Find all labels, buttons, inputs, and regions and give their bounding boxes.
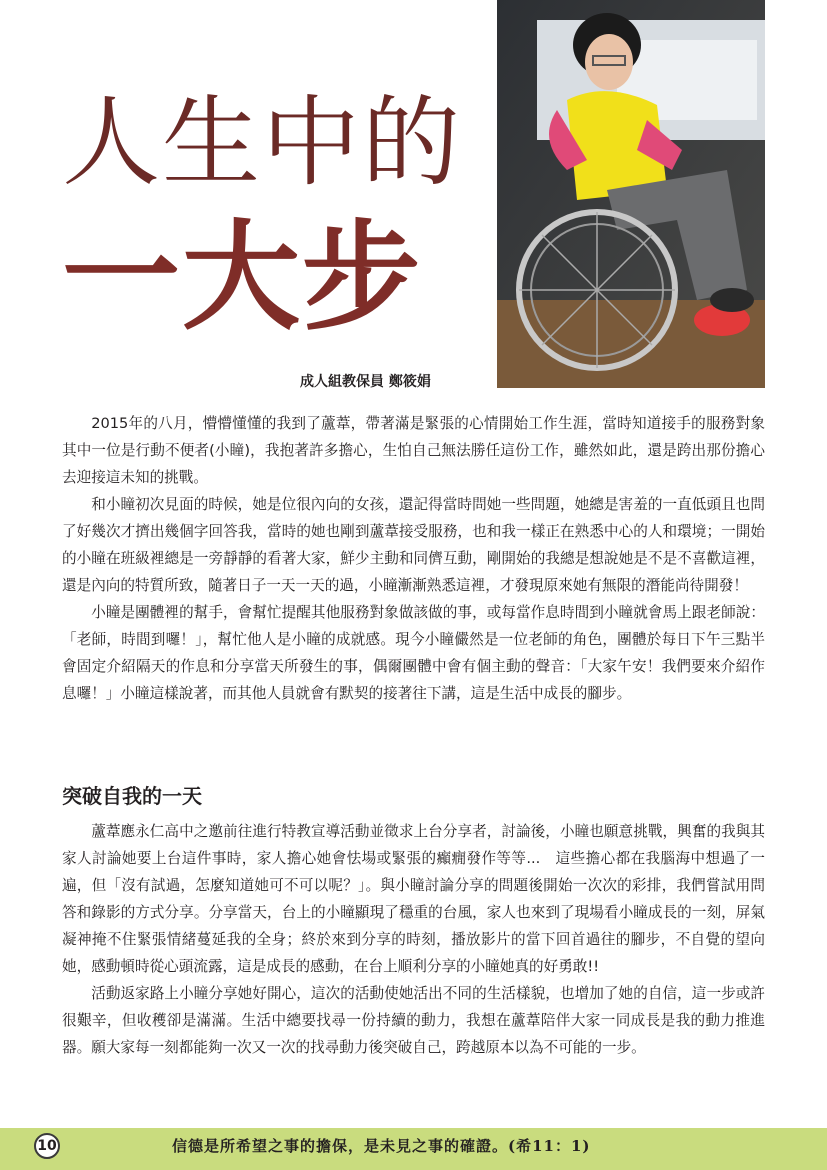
article-section-1: [62, 410, 765, 707]
paragraph: 和小瞳初次見面的時候，她是位很內向的女孩，還記得當時問她一些問題，她總是害羞的一直低頭且也問了好幾次才擠出幾個字回答我，當時的她也剛到蘆葦接受服務，也和我一樣正在熟悉中心的人和環境；一開始的小瞳在班級裡總是一旁靜靜的看著大家，鮮少主動和同儕互動，剛開始的我總是想說她是不是不喜歡這裡，還是內向的特質所致，隨著日子一天一天的過，小瞳漸漸熟悉這裡，才發現原來她有無限的潛能尚待開發！: [62, 496, 765, 594]
title-line-1: 人生中的: [62, 86, 463, 200]
title-line-2: 一大步: [62, 207, 423, 346]
paragraph: 2015年的八月，懵懵懂懂的我到了蘆葦，帶著滿是緊張的心情開始工作生涯，當時知道接手的服務對象其中一位是行動不便者(小瞳)，我抱著許多擔心，生怕自己無法勝任這份工作，雖然如此，還是跨出那份擔心去迎接這未知的挑戰。: [62, 415, 765, 486]
author-byline: 成人組教保員 鄭筱娟: [300, 374, 431, 390]
paragraph: 活動返家路上小瞳分享她好開心，這次的活動使她活出不同的生活樣貌，也增加了她的自信，這一步或許很艱辛，但收穫卻是滿滿。生活中總要找尋一份持續的動力，我想在蘆葦陪伴大家一同成長是我的動力推進器。願大家每一刻都能夠一次又一次的找尋動力後突破自己，跨越原本以為不可能的一步。: [62, 985, 765, 1056]
page-number: 10: [34, 1133, 60, 1159]
cover-photo: [497, 0, 765, 388]
paragraph: 蘆葦應永仁高中之邀前往進行特教宣導活動並徵求上台分享者，討論後，小瞳也願意挑戰，興奮的我與其家人討論她要上台這件事時，家人擔心她會怯場或緊張的癲癇發作等等... 這些擔心都在我腦海中想過了一遍，但「沒有試過，怎麼知道她可不可以呢？」。與小瞳討論分享的問題後開始一次次的彩排，我們嘗試用問答和錄影的方式分享。分享當天，台上的小瞳顯現了穩重的台風，家人也來到了現場看小瞳成長的一刻，屏氣凝神掩不住緊張情緒蔓延我的全身；終於來到分享的時刻，播放影片的當下回首過往的腳步，不自覺的望向她，感動頓時從心頭流露，這是成長的感動，在台上順利分享的小瞳她真的好勇敢!!: [62, 823, 765, 975]
footer-verse: 信德是所希望之事的擔保，是未見之事的確證。(希11：1): [172, 1137, 591, 1155]
paragraph: 小瞳是團體裡的幫手，會幫忙提醒其他服務對象做該做的事，或每當作息時間到小瞳就會馬上跟老師說：「老師，時間到囉！」，幫忙他人是小瞳的成就感。現今小瞳儼然是一位老師的角色，團體於每日下午三點半會固定介紹隔天的作息和分享當天所發生的事，偶爾團體中會有個主動的聲音：「大家午安！我們要來介紹作息囉！」小瞳這樣說著，而其他人員就會有默契的接著往下講，這是生活中成長的腳步。: [62, 604, 765, 702]
article-section-2: [62, 818, 765, 1061]
section-heading: 突破自我的一天: [62, 784, 202, 808]
